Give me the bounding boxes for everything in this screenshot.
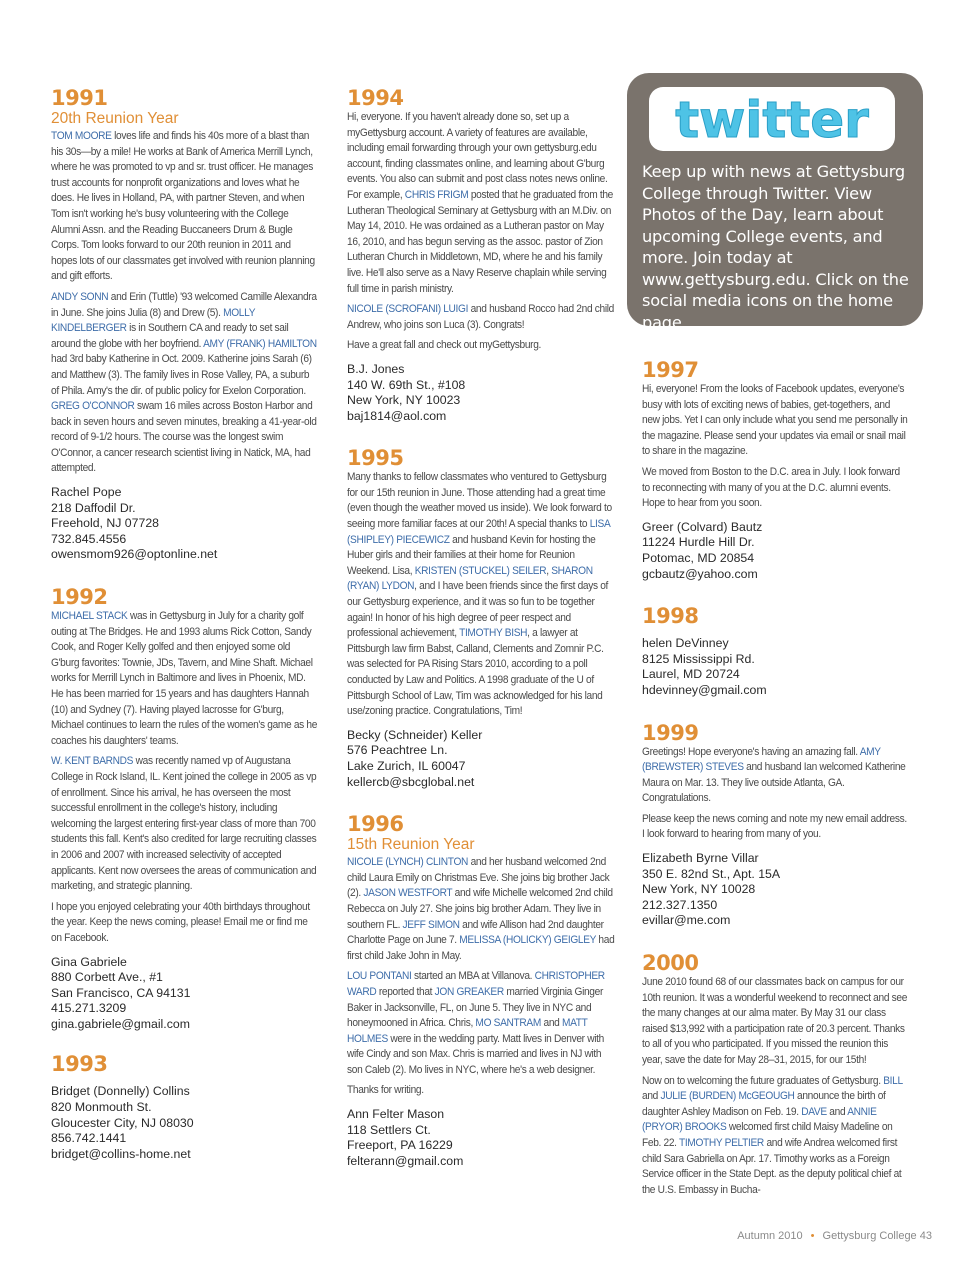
contact-street: 11224 Hurdle Hill Dr. [642, 535, 755, 550]
footer-separator: • [810, 1230, 815, 1242]
class-contact-1992 [51, 955, 319, 1033]
classmate-name: ANNIE (PRYOR) BROOKS [642, 1105, 877, 1134]
classmate-name: JON GREAKER [434, 985, 504, 998]
classmate-name: KRISTEN (STUCKEL) SEILER [414, 564, 547, 577]
year-heading-1997: 1997 [642, 358, 699, 382]
column-3 [642, 358, 908, 1203]
contact-name: Rachel Pope [51, 485, 122, 500]
reunion-subtitle-1996: 15th Reunion Year [347, 836, 475, 854]
classmate-name: SHARON (RYAN) LYDON [347, 564, 593, 593]
year-heading-1992: 1992 [51, 585, 108, 610]
contact-email[interactable]: felterann@gmail.com [347, 1153, 464, 1168]
note-paragraph: Thanks for writing. [347, 1084, 424, 1097]
classmate-name: TIMOTHY BISH [459, 627, 528, 640]
footer-season: Autumn 2010 [737, 1230, 803, 1242]
class-contact-1998 [642, 636, 908, 698]
contact-name: Ann Felter Mason [347, 1107, 445, 1122]
classmate-name: JASON WESTFORT [363, 887, 453, 900]
contact-email[interactable]: kellercb@sbcglobal.net [347, 774, 475, 789]
contact-email[interactable]: owensmom926@optonline.net [51, 547, 218, 562]
column-1 [51, 86, 319, 1162]
classmate-name: MOLLY KINDELBERGER [51, 306, 255, 335]
note-paragraph: Hi, everyone. If you haven't already done so, set up a myGettysburg account. A variety of features are available, including email forwarding through your own gettysburg.edu account, finding classmates online, and learning about G'burg events. You also can submit and post class notes news online. For example, CHRIS FRIGM posted that he graduated from the Lutheran Theological Seminary at Gettysburg with an M.Div. on May 14, 2010. He was ordained as a Lutheran pastor on May 16, 2010, and has begun serving as the assoc. pastor of Zion Lutheran Church in Middletown, MD, where he and his family live. He'll also serve as a Navy Reserve chaplain while serving full time in parish ministry. [347, 111, 613, 295]
year-heading-1998: 1998 [642, 604, 699, 629]
contact-phone: 415.271.3209 [51, 1001, 127, 1016]
classmate-name: BILL [883, 1074, 903, 1087]
classmate-name: TIMOTHY PELTIER [678, 1136, 764, 1149]
contact-city: Freehold, NJ 07728 [51, 516, 160, 531]
class-contact-1997 [642, 520, 908, 582]
class-contact-1994 [347, 362, 615, 424]
note-paragraph: Have a great fall and check out myGettysburg. [347, 339, 542, 352]
class-contact-1999 [642, 851, 908, 929]
contact-street: 820 Monmouth St. [51, 1100, 152, 1115]
note-paragraph: I hope you enjoyed celebrating your 40th birthdays throughout the year. Keep the news coming, please! Email me or find me on Facebook. [51, 900, 310, 944]
twitter-logo-icon [649, 87, 895, 151]
page-footer [737, 1230, 932, 1242]
contact-city: Potomac, MD 20854 [642, 550, 755, 565]
twitter-promo-box [627, 73, 923, 332]
contact-email[interactable]: bridget@collins-home.net [51, 1146, 191, 1161]
twitter-promo-text: Keep up with news at Gettysburg College through Twitter. View Photos of the Day, learn about upcoming College events, and more. Join today at www.gettysburg.edu. Click on the social media icons on the home page. [642, 162, 909, 332]
contact-email[interactable]: evillar@me.com [642, 913, 731, 928]
contact-phone: 212.327.1350 [642, 897, 718, 912]
year-heading-1994: 1994 [347, 86, 404, 110]
classmate-name: MO SANTRAM [475, 1017, 542, 1030]
classmate-name: NICOLE (SCROFANI) LUIGI [347, 303, 469, 316]
classmate-name: JEFF SIMON [402, 918, 460, 931]
contact-street: 118 Settlers Ct. [347, 1122, 431, 1137]
classmate-name: W. KENT BARNDS [51, 755, 134, 768]
note-paragraph: LOU PONTANI started an MBA at Villanova. CHRISTOPHER WARD reported that JON GREAKER married Virginia Ginger Baker in Jacksonville, FL, on June 5. They live in NYC and honeymooned in Africa. Chris, MO SANTRAM and MATT HOLMES were in the wedding party. Matt lives in Denver with wife Cindy and son Max. Chris is married and lives in NJ with son Caleb (2). Mo lives in NYC, where he's a web designer. [347, 970, 605, 1076]
classmate-name: AMY (BREWSTER) STEVES [642, 745, 881, 774]
classmate-name: DAVE [801, 1105, 827, 1118]
note-paragraph: MICHAEL STACK was in Gettysburg in July for a charity golf outing at The Bridges. He and 1993 alums Rick Cotton, Sandy Cook, and Roger Kelly golfed and then enjoyed some old G'burg favorites: Townie, JDs, Tavern, and Mine Shaft. Michael works for Merrill Lynch in Baltimore and lives in Phoenix, MD. He has been married for 15 years and has daughters Hannah (10) and Sydney (7). Having played lacrosse for G'burg, Michael continues to learn the rules of the women's game as he coaches his daughters' teams. [51, 610, 318, 747]
year-heading-1999: 1999 [642, 720, 699, 745]
contact-name: helen DeVinney [642, 636, 729, 651]
classmate-name: CHRIS FRIGM [404, 188, 469, 201]
reunion-subtitle-1991: 20th Reunion Year [51, 110, 179, 127]
classmate-name: JULIE (BURDEN) McGEOUGH [660, 1090, 795, 1103]
contact-name: Becky (Schneider) Keller [347, 727, 483, 742]
svg-text:twitter: twitter [675, 91, 869, 149]
classmate-name: MELISSA (HOLICKY) GEIGLEY [459, 934, 596, 947]
year-heading-2000: 2000 [642, 951, 699, 976]
contact-name: B.J. Jones [347, 361, 405, 376]
contact-name: Elizabeth Byrne Villar [642, 851, 759, 866]
year-heading-1995: 1995 [347, 446, 404, 471]
note-paragraph: ANDY SONN and Erin (Tuttle) '93 welcomed Camille Alexandra in June. She joins Julia (8) and Drew (5). MOLLY KINDELBERGER is in Southern CA and ready to set sail around the globe with her boyfriend. AMY (FRANK) HAMILTON had 3rd baby Katherine in Oct. 2009. Katherine joins Sarah (6) and Matthew (3). The family lives in Rose Valley, PA, a suburb of Phila. Amy's the dir. of public policy for Exelon Corporation. GREG O'CONNOR swam 16 miles across Boston Harbor and back in seven hours and seven minutes, breaking a 41-year-old record of 9-1/2 hours. The course was the longest swim O'Connor, a cancer research scientist living in Natick, MA, had attempted. [51, 290, 317, 475]
contact-city: Gloucester City, NJ 08030 [51, 1115, 194, 1130]
contact-city: New York, NY 10028 [642, 882, 756, 897]
note-paragraph: Hi, everyone! From the looks of Facebook updates, everyone's busy with lots of exciting news of babies, get-togethers, and new jobs. Yet I can only include what you send me personally in the magazine. Please send your updates via email or snail mail to share in the magazine. [642, 383, 908, 458]
classmate-name: GREG O'CONNOR [51, 400, 135, 413]
class-contact-1995 [347, 728, 615, 790]
note-paragraph: Please keep the news coming and note my new email address. I look forward to hearing from many of you. [642, 812, 907, 841]
classmate-name: MICHAEL STACK [51, 610, 128, 623]
contact-city: Freeport, PA 16229 [347, 1138, 453, 1153]
footer-magazine: Gettysburg College [822, 1230, 917, 1242]
note-paragraph: June 2010 found 68 of our classmates back on campus for our 10th reunion. It was a wonderful weekend to reconnect and see the many changes at our alma mater. By May 31 our class raised $13,992 with a participation rate of 20.3 percent. Thanks to all of you who participated. If you missed the reunion this year, save the date for May 28–31, 2015, for our 15th! [642, 976, 908, 1066]
contact-street: 218 Daffodil Dr. [51, 500, 136, 515]
contact-city: New York, NY 10023 [347, 393, 461, 408]
contact-email[interactable]: gcbautz@yahoo.com [642, 566, 758, 581]
contact-name: Bridget (Donnelly) Collins [51, 1084, 190, 1099]
note-paragraph: Many thanks to fellow classmates who ventured to Gettysburg for our 15th reunion in June. Those attending had a great time (even though the weather moved us inside). We look forward to seeing more familiar faces at our 20th! A special thanks to LISA (SHIPLEY) PIECEWICZ and husband Kevin for hosting the Huber girls and their families at their home for Reunion Weekend. Lisa, KRISTEN (STUCKEL) SEILER, SHARON (RYAN) LYDON, and I have been friends since the first days of our Gettysburg experience, and it was so fun to be together again! In honor of his high degree of peer respect and professional achievement, TIMOTHY BISH, a lawyer at Pittsburgh law firm Babst, Calland, Clements and Zomnir P.C. was selected for PA Rising Stars 2010, according to a poll conducted by Law and Politics. A 1998 graduate of the U of Pittsburgh School of Law, Tim was acknowledged for his land use/zoning practice. Congratulations, Tim! [347, 471, 612, 718]
contact-name: Gina Gabriele [51, 954, 127, 969]
contact-street: 576 Peachtree Ln. [347, 743, 448, 758]
contact-email[interactable]: baj1814@aol.com [347, 408, 447, 423]
contact-city: Lake Zurich, IL 60047 [347, 758, 466, 773]
contact-email[interactable]: gina.gabriele@gmail.com [51, 1016, 190, 1031]
classmate-name: NICOLE (LYNCH) CLINTON [347, 856, 469, 869]
classmate-name: TOM MOORE [51, 130, 112, 142]
contact-phone: 732.845.4556 [51, 531, 127, 546]
contact-phone: 856.742.1441 [51, 1131, 127, 1146]
class-contact-1996 [347, 1107, 615, 1169]
contact-street: 880 Corbett Ave., #1 [51, 970, 163, 985]
class-contact-1991 [51, 485, 319, 563]
contact-street: 350 E. 82nd St., Apt. 15A [642, 866, 781, 881]
classmate-name: MATT HOLMES [347, 1017, 588, 1045]
note-paragraph: Greetings! Hope everyone's having an amazing fall. AMY (BREWSTER) STEVES and husband Ian welcomed Katherine Maura on Mar. 13. They live outside Atlanta, GA. Congratulations. [642, 745, 906, 805]
contact-name: Greer (Colvard) Bautz [642, 519, 763, 534]
class-contact-1993 [51, 1084, 319, 1162]
note-paragraph: NICOLE (SCROFANI) LUIGI and husband Rocco had 2nd child Andrew, who joins son Luca (3). Congrats! [347, 303, 614, 331]
classmate-name: CHRISTOPHER WARD [347, 970, 605, 998]
contact-city: Laurel, MD 20724 [642, 667, 740, 682]
year-heading-1991: 1991 [51, 86, 108, 110]
year-heading-1993: 1993 [51, 1052, 108, 1077]
classmate-name: ANDY SONN [51, 290, 109, 303]
classmate-name: LOU PONTANI [347, 970, 412, 983]
page-number: 43 [919, 1230, 932, 1242]
classmate-name: AMY (FRANK) HAMILTON [203, 337, 317, 350]
note-paragraph: NICOLE (LYNCH) CLINTON and her husband welcomed 2nd child Laura Emily on Christmas Eve. She joins big brother Jack (2). JASON WESTFORT and wife Michelle welcomed 2nd child Rebecca on July 27. She joins big brother Adam. They live in southern FL. JEFF SIMON and wife Allison had 2nd daughter Charlotte Page on June 7. MELISSA (HOLICKY) GEIGLEY had first child Jake John in May. [347, 856, 615, 962]
note-paragraph: W. KENT BARNDS was recently named vp of Augustana College in Rock Island, IL. Kent joined the college in 2005 as vp of enrollment. Since his arrival, he has overseen the most successful enrollment in the college's history, including welcoming the largest entering first-year class of more than 700 students this fall. Kent's also credited for large recruiting classes in 2006 and 2007 with increased selectivity of accepted applicants. Kent now oversees the areas of communication and marketing, and strategic planning. [51, 755, 317, 893]
twitter-logo [649, 87, 895, 151]
column-2 [347, 86, 615, 1169]
contact-email[interactable]: hdevinney@gmail.com [642, 682, 767, 697]
year-heading-1996: 1996 [347, 812, 404, 837]
note-paragraph: TOM MOORE loves life and finds his 40s more of a blast than his 30s—by a mile! He works at Bank of America Merrill Lynch, where he was promoted to vp and sr. trust officer. He manages trust accounts for nonprofit organizations and loves what he does. He lives in Holland, PA, with partner Steven, and when Tom isn't working he's busy volunteering with the College Alumni Assn. and the Reading Buccaneers Drum & Bugle Corps. Tom looks forward to our 20th reunion in 2011 and hopes lots of our classmates get involved with reunion planning and gift efforts. [51, 130, 315, 283]
contact-street: 140 W. 69th St., #108 [347, 377, 466, 392]
classmate-name: LISA (SHIPLEY) PIECEWICZ [347, 518, 610, 546]
contact-city: San Francisco, CA 94131 [51, 985, 191, 1000]
note-paragraph: Now on to welcoming the future graduates of Gettysburg. BILL and JULIE (BURDEN) McGEOUGH announce the birth of daughter Ashley Madison on Feb. 19. DAVE and ANNIE (PRYOR) BROOKS welcomed first child Maisy Madeline on Feb. 22. TIMOTHY PELTIER and wife Andrea welcomed first child Sara Gabriella on Apr. 17. Timothy works as a Foreign Service officer in the State Dept. as the deputy political chief at the U.S. Embassy in Bucha- [642, 1074, 903, 1196]
contact-street: 8125 Mississippi Rd. [642, 651, 755, 666]
note-paragraph: We moved from Boston to the D.C. area in July. I look forward to reconnecting with many of you at the D.C. alumni events. Hope to hear from you soon. [642, 465, 900, 510]
